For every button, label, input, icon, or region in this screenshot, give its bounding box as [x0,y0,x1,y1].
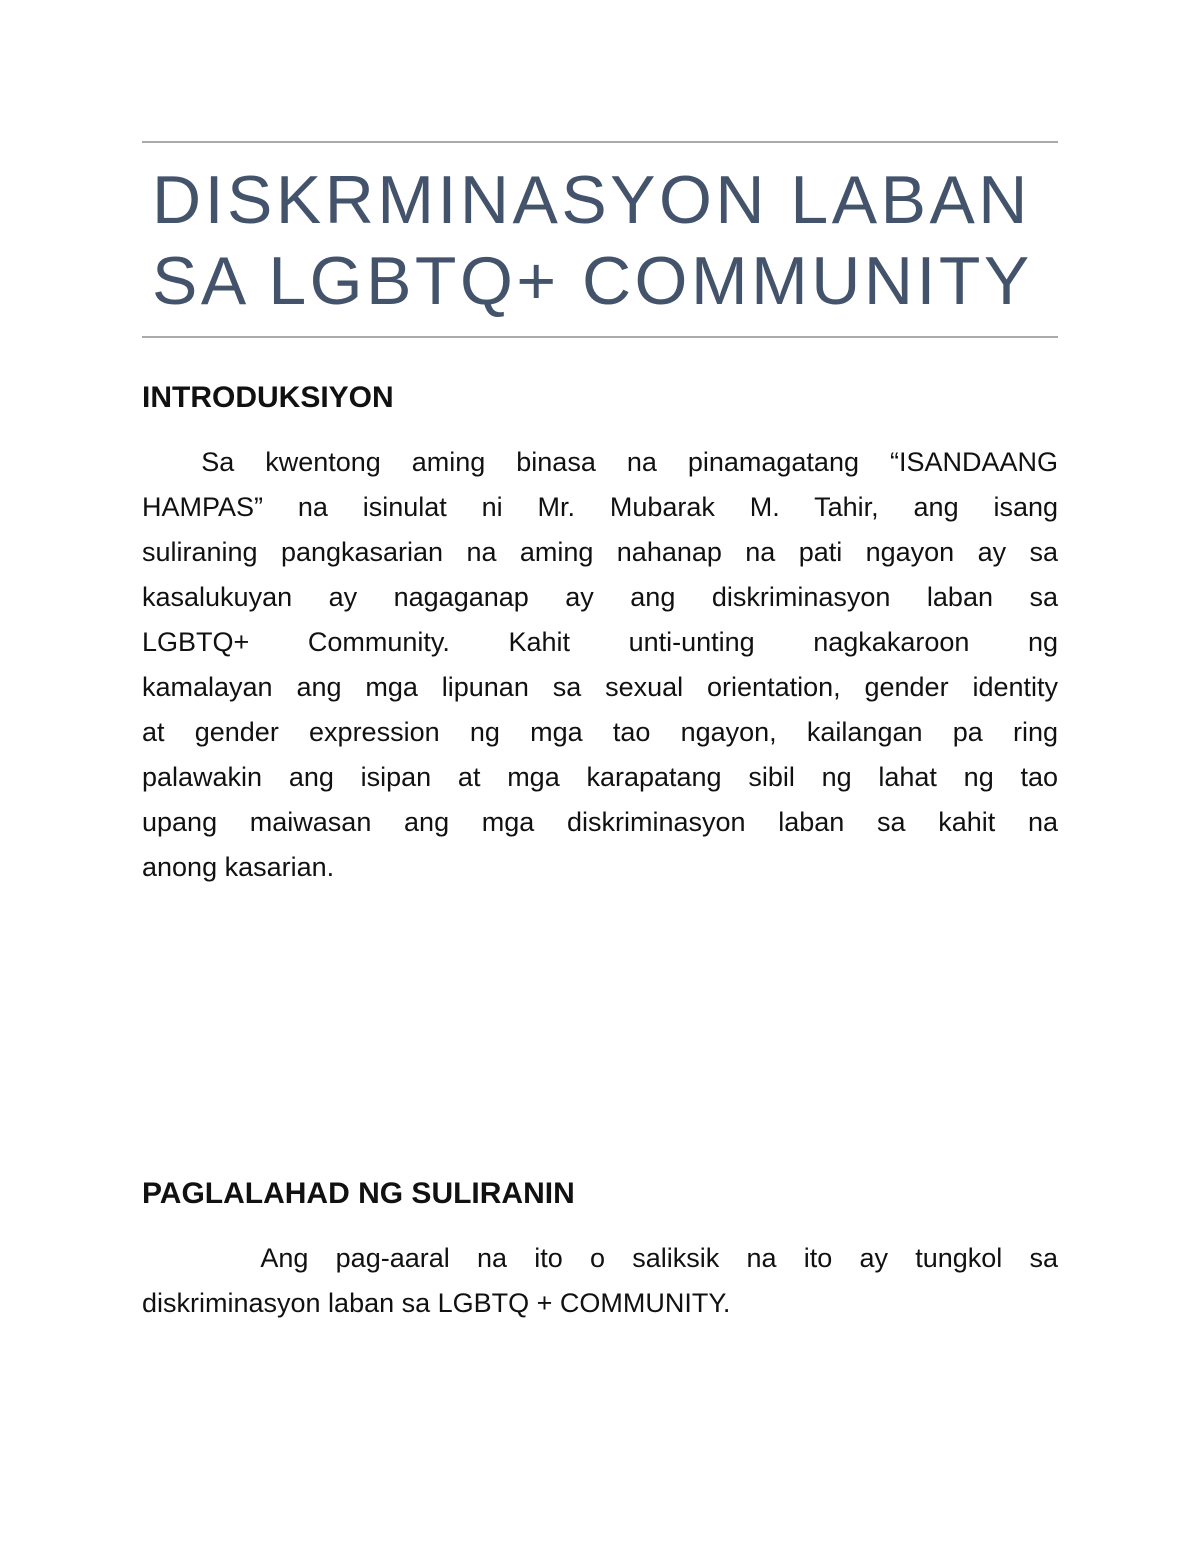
paragraph-line: diskriminasyon laban sa LGBTQ + COMMUNITY. [142,1288,731,1318]
paragraph-line: suliraning pangkasarian na aming nahanap na pati ngayon ay sa [142,537,1058,567]
section-heading-paglalahad-ng-suliranin: PAGLALAHAD NG SULIRANIN [142,1177,575,1210]
section-heading-introduksiyon: INTRODUKSIYON [142,381,394,414]
title-top-rule [142,141,1058,143]
paragraph-line: palawakin ang isipan at mga karapatang sibil ng lahat ng tao [142,762,1058,792]
title-line: SA LGBTQ+ COMMUNITY [152,243,1033,319]
title-line: DISKRMINASYON LABAN [152,162,1031,238]
title-bottom-rule [142,336,1058,338]
paragraph-line: kamalayan ang mga lipunan sa sexual orientation, gender identity [142,672,1058,702]
document-page [142,0,1058,1553]
paglalahad-paragraph [142,1236,1058,1326]
paragraph-line: LGBTQ+ Community. Kahit unti-unting nagkakaroon ng [142,627,1058,657]
introduksiyon-paragraph [142,440,1058,890]
paragraph-line: kasalukuyan ay nagaganap ay ang diskriminasyon laban sa [142,582,1058,612]
paragraph-line: Ang pag-aaral na ito o saliksik na ito ay tungkol sa [260,1243,1058,1273]
document-title [152,160,1062,322]
paragraph-line: Sa kwentong aming binasa na pinamagatang “ISANDAANG [201,447,1058,477]
paragraph-line: anong kasarian. [142,852,335,882]
paragraph-line: upang maiwasan ang mga diskriminasyon laban sa kahit na [142,807,1058,837]
paragraph-line: at gender expression ng mga tao ngayon, kailangan pa ring [142,717,1058,747]
paragraph-line: HAMPAS” na isinulat ni Mr. Mubarak M. Tahir, ang isang [142,492,1058,522]
